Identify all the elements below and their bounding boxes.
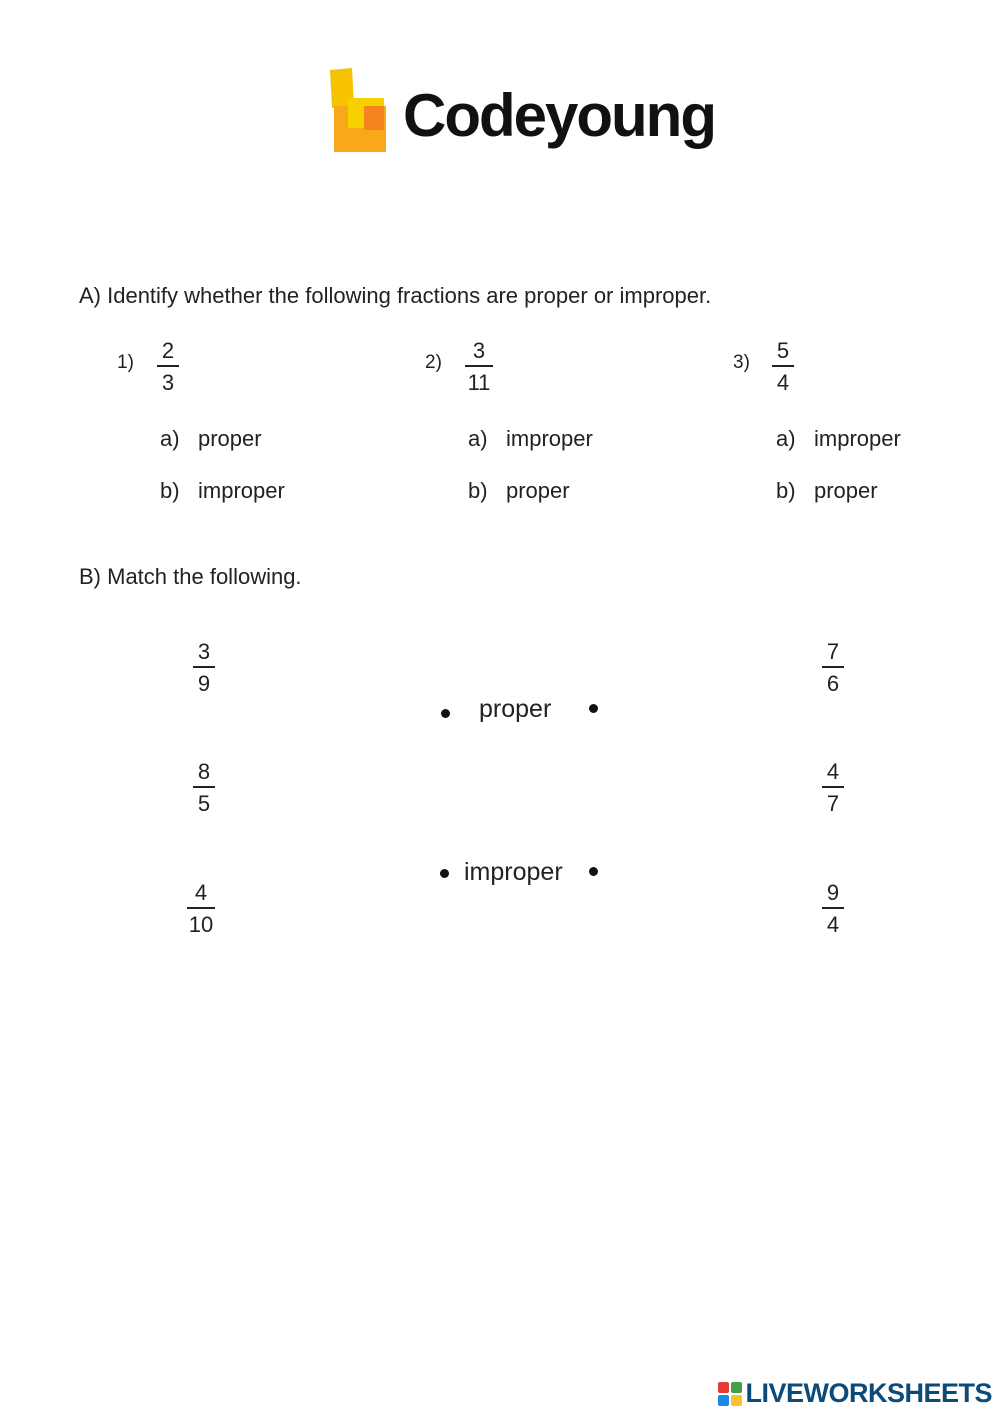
liveworksheets-icon — [717, 1381, 743, 1407]
match-target-improper: improper — [464, 858, 563, 886]
match-target-proper: proper — [479, 695, 552, 723]
question-3-option-a[interactable] — [776, 428, 901, 450]
codeyoung-logo — [326, 68, 726, 168]
option-text: improper — [506, 426, 593, 451]
proper-right-dot[interactable] — [589, 704, 598, 713]
fraction-numerator: 7 — [826, 639, 840, 664]
match-left-fraction-2[interactable] — [193, 761, 215, 815]
question-3-label: 3) — [733, 352, 750, 373]
option-text: proper — [506, 478, 570, 503]
question-3-fraction — [772, 340, 794, 394]
match-right-fraction-2[interactable] — [822, 761, 844, 815]
fraction-denominator: 3 — [161, 369, 175, 395]
proper-left-dot[interactable] — [441, 709, 450, 718]
fraction-denominator: 10 — [188, 911, 214, 937]
match-right-fraction-1[interactable] — [822, 641, 844, 695]
fraction-denominator: 11 — [467, 369, 491, 395]
fraction-numerator: 3 — [197, 639, 211, 664]
codeyoung-logo-icon — [326, 68, 390, 154]
match-left-fraction-3[interactable] — [187, 882, 215, 936]
question-1-option-b[interactable] — [160, 480, 285, 502]
logo-wordmark: Codeyoung — [403, 82, 715, 149]
option-letter: a) — [160, 426, 180, 451]
option-letter: b) — [776, 478, 796, 503]
fraction-numerator: 2 — [161, 338, 175, 363]
question-1-fraction — [157, 340, 179, 394]
section-a-title: A) Identify whether the following fractions are proper or improper. — [79, 283, 712, 308]
question-2-label: 2) — [425, 352, 442, 373]
option-text: proper — [198, 426, 262, 451]
option-text: improper — [198, 478, 285, 503]
fraction-numerator: 4 — [826, 759, 840, 784]
match-right-fraction-3[interactable] — [822, 882, 844, 936]
fraction-numerator: 5 — [776, 338, 790, 363]
fraction-numerator: 9 — [826, 880, 840, 905]
option-letter: a) — [776, 426, 796, 451]
match-left-fraction-1[interactable] — [193, 641, 215, 695]
improper-left-dot[interactable] — [440, 869, 449, 878]
option-text: proper — [814, 478, 878, 503]
fraction-denominator: 4 — [776, 369, 790, 395]
fraction-denominator: 7 — [826, 790, 840, 816]
question-3-option-b[interactable] — [776, 480, 878, 502]
fraction-denominator: 6 — [826, 670, 840, 696]
option-letter: b) — [160, 478, 180, 503]
fraction-denominator: 9 — [197, 670, 211, 696]
improper-right-dot[interactable] — [589, 867, 598, 876]
option-letter: b) — [468, 478, 488, 503]
fraction-denominator: 4 — [826, 911, 840, 937]
question-2-option-b[interactable] — [468, 480, 570, 502]
liveworksheets-brand — [717, 1380, 992, 1407]
liveworksheets-wordmark: LIVEWORKSHEETS — [745, 1378, 992, 1408]
section-b-title: B) Match the following. — [79, 564, 302, 589]
fraction-numerator: 8 — [197, 759, 211, 784]
fraction-denominator: 5 — [197, 790, 211, 816]
option-text: improper — [814, 426, 901, 451]
fraction-numerator: 4 — [194, 880, 208, 905]
question-2-option-a[interactable] — [468, 428, 593, 450]
question-1-option-a[interactable] — [160, 428, 262, 450]
question-1-label: 1) — [117, 352, 134, 373]
question-2-fraction — [465, 340, 493, 394]
option-letter: a) — [468, 426, 488, 451]
fraction-numerator: 3 — [472, 338, 486, 363]
